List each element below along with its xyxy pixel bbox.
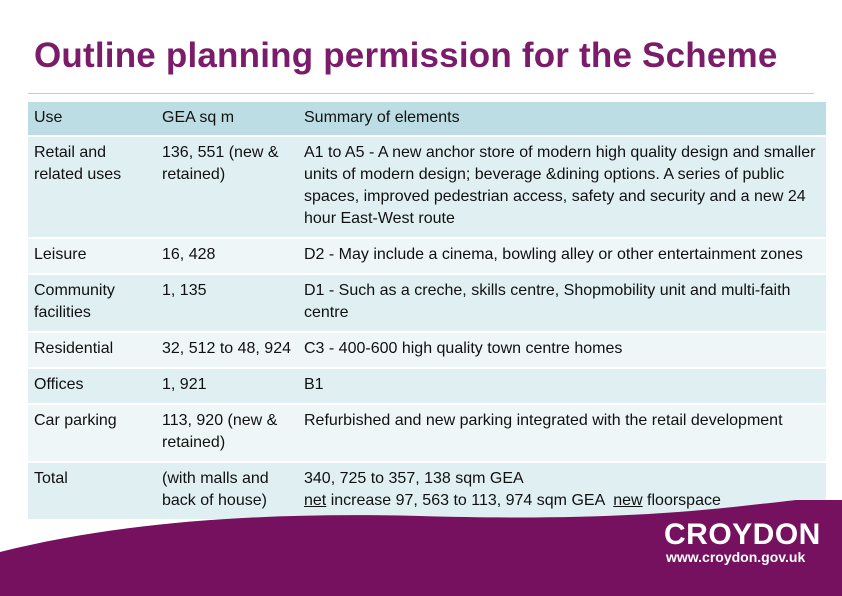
cell-gea: 32, 512 to 48, 924: [156, 332, 298, 368]
total-gea: (with malls and back of house): [156, 462, 298, 520]
cell-use: Retail and related uses: [28, 136, 156, 238]
cell-gea: 16, 428: [156, 238, 298, 274]
cell-use: Residential: [28, 332, 156, 368]
planning-table: [28, 102, 826, 521]
croydon-url: www.croydon.gov.uk: [666, 549, 806, 565]
table-row: [28, 332, 826, 368]
table-row: [28, 238, 826, 274]
total-summary-line1: 340, 725 to 357, 138 sqm GEA: [304, 470, 524, 487]
cell-gea: 1, 135: [156, 274, 298, 332]
cell-use: Community facilities: [28, 274, 156, 332]
header-gea: GEA sq m: [156, 102, 298, 136]
total-label: Total: [28, 462, 156, 520]
table-row: [28, 404, 826, 462]
cell-summary: C3 - 400-600 high quality town centre homes: [298, 332, 826, 368]
cell-gea: 1, 921: [156, 368, 298, 404]
cell-summary: D2 - May include a cinema, bowling alley or other entertainment zones: [298, 238, 826, 274]
cell-summary: D1 - Such as a creche, skills centre, Shopmobility unit and multi-faith centre: [298, 274, 826, 332]
croydon-logo: CROYDON: [664, 518, 821, 551]
page-title: Outline planning permission for the Scheme: [34, 36, 778, 75]
total-summary-end: floorspace: [642, 492, 721, 509]
net-word: net: [304, 492, 327, 509]
new-word: new: [613, 492, 643, 509]
table-row: [28, 274, 826, 332]
cell-summary: B1: [298, 368, 826, 404]
table-header-row: [28, 102, 826, 136]
cell-gea: 136, 551 (new & retained): [156, 136, 298, 238]
table-row: [28, 136, 826, 238]
title-divider: [28, 93, 814, 94]
cell-use: Offices: [28, 368, 156, 404]
header-summary: Summary of elements: [298, 102, 826, 136]
cell-use: Leisure: [28, 238, 156, 274]
total-summary-mid: increase 97, 563 to 113, 974 sqm GEA: [326, 492, 614, 509]
cell-use: Car parking: [28, 404, 156, 462]
cell-summary: Refurbished and new parking integrated with the retail development: [298, 404, 826, 462]
cell-summary: A1 to A5 - A new anchor store of modern high quality design and smaller units of modern design; beverage &dining options. A series of public spaces, improved pedestrian access, safety and security and a new 24 hour East-West route: [298, 136, 826, 238]
table-row: [28, 368, 826, 404]
cell-gea: 113, 920 (new & retained): [156, 404, 298, 462]
header-use: Use: [28, 102, 156, 136]
